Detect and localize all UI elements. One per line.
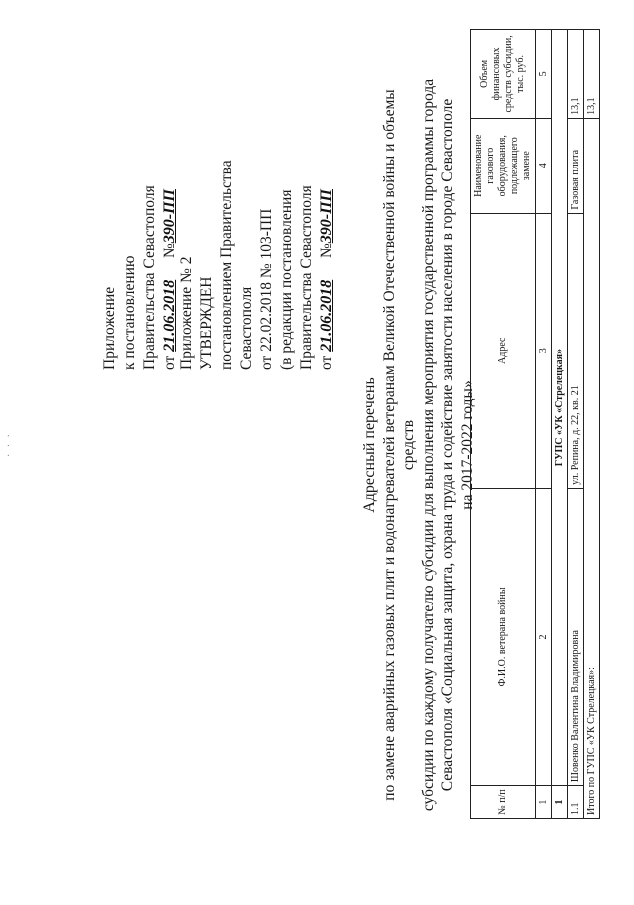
annex2-date-prefix: от <box>318 355 335 370</box>
title-line-2: субсидии по каждому получателю субсидии для выполнения мероприятия государственной программы города <box>419 78 437 812</box>
header-volume: Объем финансовых средств субсидии, тыс. руб. <box>471 30 536 119</box>
annex2-line3: постановлением Правительства <box>218 160 235 370</box>
annex2-handwritten-date: 21.06.2018 <box>318 279 335 352</box>
annex1-number-prefix: № <box>161 243 178 259</box>
annex1-line3: Правительства Севастополя <box>141 185 158 370</box>
title-line-1: по замене аварийных газовых плит и водонагревателей ветеранам Великой Отечественной войны и объемы средств <box>380 89 417 801</box>
index-cell: 2 <box>536 488 552 785</box>
group-name: ГУПС «УК «Стрелецкая» <box>552 30 568 786</box>
annex2-line7: Правительства Севастополя <box>298 185 315 370</box>
title-line-4: на 2017-2022 годы» <box>458 380 476 510</box>
group-row <box>552 30 568 819</box>
index-cell: 4 <box>536 118 552 213</box>
row-volume: 13,1 <box>568 30 584 119</box>
header-address: Адрес <box>471 213 536 488</box>
annex2-date-line <box>317 160 337 370</box>
annex2-line1: Приложение № 2 <box>178 256 195 370</box>
annex2-line5: от 22.02.2018 № 103-ПП <box>258 208 275 370</box>
annex1-line2: к постановлению <box>121 255 138 370</box>
row-num: 1.1 <box>568 786 584 819</box>
group-num: 1 <box>552 786 568 819</box>
annex1-handwritten-date: 21.06.2018 <box>161 279 178 352</box>
annex2-line6: (в редакции постановления <box>278 189 295 370</box>
annex1-handwritten-number: 390-ПП <box>161 189 178 244</box>
column-index-row <box>536 30 552 819</box>
header-fio: Ф.И.О. ветерана войны <box>471 488 536 785</box>
table-row <box>568 30 584 819</box>
header-mark: · · · <box>4 432 15 457</box>
row-address: ул. Репина, д. 22, кв. 21 <box>568 213 584 488</box>
annex-block-2 <box>177 160 337 370</box>
index-cell: 3 <box>536 213 552 488</box>
total-label: Итого по ГУПС «УК Стрелецкая»: <box>584 118 600 818</box>
annex1-line1: Приложение <box>101 286 118 370</box>
table-header-row <box>471 30 536 819</box>
annex2-line4: Севастополя <box>238 286 255 370</box>
annex-block-1 <box>100 185 180 370</box>
row-fio: Шовенко Валентина Владимировна <box>568 488 584 785</box>
title-line-3: Севастополя «Социальная защита, охрана труда и содействие занятости населения в городе Севастополе <box>439 98 456 792</box>
index-cell: 1 <box>536 786 552 819</box>
title-heading: Адресный перечень <box>361 377 378 513</box>
row-equipment: Газовая плита <box>568 118 584 213</box>
header-equipment: Наименование газового оборудования, подлежащего замене <box>471 118 536 213</box>
header-num: № п/п <box>471 786 536 819</box>
index-cell: 5 <box>536 30 552 119</box>
document-title <box>360 65 477 825</box>
total-volume: 13,1 <box>584 30 600 119</box>
annex1-date-prefix: от <box>161 355 178 370</box>
annex2-handwritten-number: 390-ПП <box>318 189 335 244</box>
subsidy-table <box>470 29 600 819</box>
annex2-line2: УТВЕРЖДЕН <box>198 276 215 370</box>
total-row <box>584 30 600 819</box>
annex2-number-prefix: № <box>318 243 335 259</box>
